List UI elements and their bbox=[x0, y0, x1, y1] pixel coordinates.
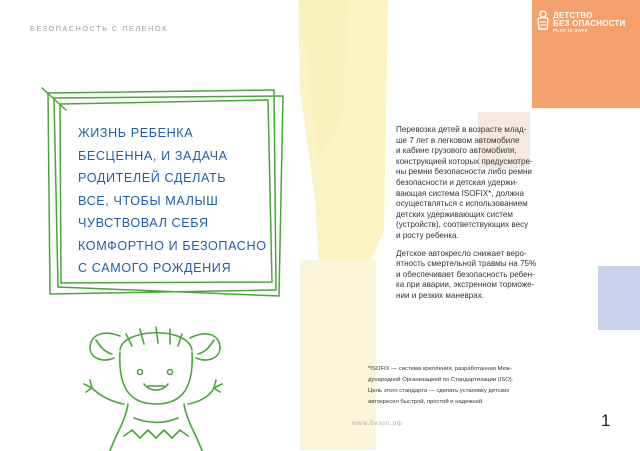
website-link[interactable]: www.безрп.рф bbox=[352, 420, 403, 427]
paragraph-2 bbox=[396, 249, 556, 302]
page-number: 1 bbox=[601, 411, 611, 430]
quote-line: ВСЕ, ЧТОБЫ МАЛЫШ bbox=[78, 193, 219, 208]
quote-line: ЖИЗНЬ РЕБЕНКА bbox=[78, 126, 194, 140]
text-line: и кабине грузового автомобиля, bbox=[396, 146, 517, 156]
text-line: Детское автокресло снижает веро- bbox=[396, 248, 527, 258]
logo-line-1: ДЕТСТВО bbox=[553, 11, 593, 20]
body-text bbox=[396, 125, 556, 309]
paragraph-1 bbox=[396, 125, 556, 242]
text-line: безопасности и детская удержи- bbox=[396, 177, 518, 187]
footnote bbox=[368, 364, 568, 408]
quote-line: ЧУВСТВОВАЛ СЕБЯ bbox=[78, 216, 209, 230]
text-line: осуществляться с использованием bbox=[396, 199, 528, 209]
quote-line: БЕСЦЕННА, И ЗАДАЧА bbox=[78, 148, 228, 163]
text-line: детских удерживающих систем bbox=[396, 209, 513, 219]
logo-line-3: PLAY IS SAFE bbox=[553, 28, 589, 33]
text-line: (устройств), соответствующих весу bbox=[396, 220, 529, 230]
text-line: ше 7 лет в легковом автомобиле bbox=[396, 135, 520, 145]
text-line: и обеспечивает безопасность ребен- bbox=[396, 269, 535, 279]
text-line: ятность смертельной травмы на 75% bbox=[396, 259, 537, 269]
text-line: Перевозка детей в возрасте млад- bbox=[396, 125, 527, 134]
quote-line: С САМОГО РОЖДЕНИЯ bbox=[78, 261, 232, 275]
text-line: и росту ребенка. bbox=[396, 230, 459, 240]
quote-line: КОМФОРТНО И БЕЗОПАСНО bbox=[78, 238, 267, 253]
footnote-line: дународной Организацией по Стандартизации (ISO). bbox=[368, 377, 514, 383]
text-line: ны ремни безопасности либо ремни bbox=[396, 167, 532, 177]
quote-line: РОДИТЕЛЕЙ СДЕЛАТЬ bbox=[78, 171, 227, 185]
logo-line-2: БЕЗ ОПАСНОСТИ bbox=[553, 19, 626, 28]
text-line: конструкцией которых предусмотре- bbox=[396, 156, 533, 166]
footnote-line: Цель этого стандарта — сделать установку детских bbox=[368, 388, 510, 394]
text-line: ка при аварии, экстренном торможе- bbox=[396, 280, 535, 290]
text-line: нии и резких маневрах. bbox=[396, 290, 485, 300]
footnote-line: автокресел быстрой, простой и надежной. bbox=[368, 399, 484, 405]
section-label: БЕЗОПАСНОСТЬ С ПЕЛЕНОК bbox=[30, 24, 168, 33]
footnote-line: *ISOFIX — система крепления, разработанная Меж- bbox=[368, 366, 512, 372]
text-line: вающая система ISOFIX*, должна bbox=[396, 188, 524, 198]
